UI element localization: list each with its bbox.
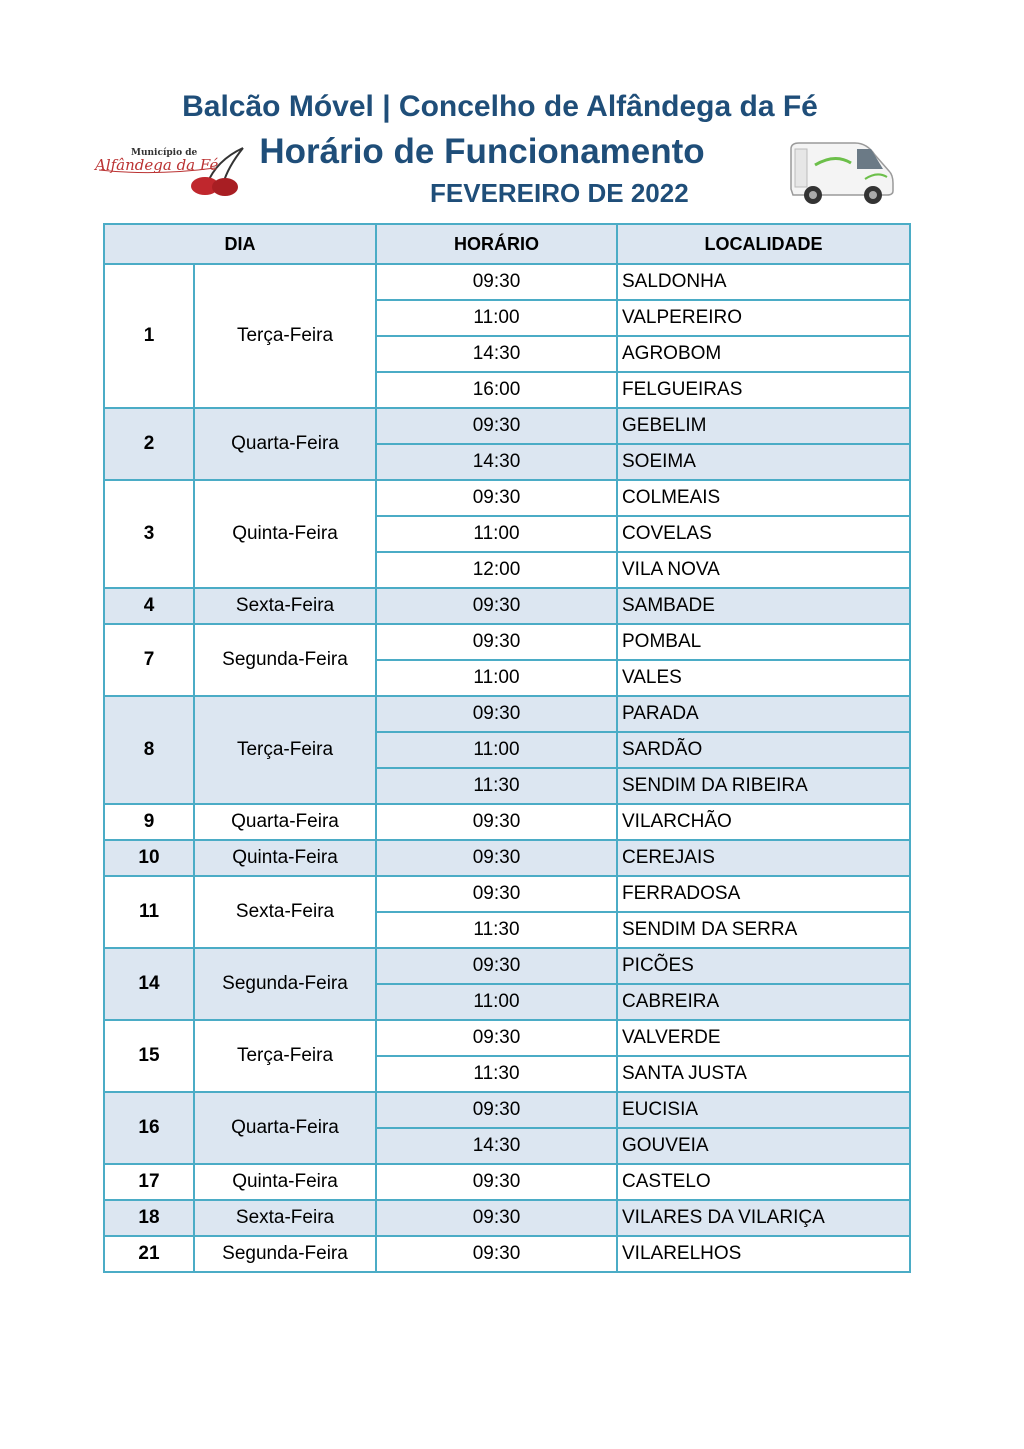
page-title: Balcão Móvel | Concelho de Alfândega da Fé [182,90,818,123]
stop-time: 11:30 [376,912,617,948]
logo-small-text: Município de [131,148,198,158]
table-row [104,408,910,444]
day-number: 10 [104,840,194,876]
stop-time: 09:30 [376,624,617,660]
day-number: 2 [104,408,194,480]
table-row [104,1164,910,1200]
stop-time: 09:30 [376,480,617,516]
stop-time: 11:00 [376,984,617,1020]
stop-place: VALVERDE [617,1020,910,1056]
stop-time: 09:30 [376,588,617,624]
stop-time: 09:30 [376,876,617,912]
stop-time: 11:00 [376,732,617,768]
schedule-table [103,223,911,1273]
stop-place: CABREIRA [617,984,910,1020]
stop-place: AGROBOM [617,336,910,372]
stop-place: FERRADOSA [617,876,910,912]
table-row [104,624,910,660]
table-row [104,264,910,300]
stop-time: 16:00 [376,372,617,408]
stop-place: SENDIM DA RIBEIRA [617,768,910,804]
weekday: Quinta-Feira [194,480,376,588]
weekday: Quarta-Feira [194,408,376,480]
table-row [104,804,910,840]
stop-time: 09:30 [376,804,617,840]
header-time: HORÁRIO [376,224,617,264]
stop-time: 09:30 [376,408,617,444]
stop-time: 12:00 [376,552,617,588]
day-number: 8 [104,696,194,804]
service-van-icon [785,135,897,209]
weekday: Terça-Feira [194,264,376,408]
day-number: 18 [104,1200,194,1236]
stop-place: SARDÃO [617,732,910,768]
weekday: Quarta-Feira [194,1092,376,1164]
stop-place: VALPEREIRO [617,300,910,336]
stop-time: 09:30 [376,1092,617,1128]
day-number: 9 [104,804,194,840]
stop-time: 11:00 [376,300,617,336]
stop-place: VILARCHÃO [617,804,910,840]
stop-place: SOEIMA [617,444,910,480]
table-row [104,1200,910,1236]
stop-time: 09:30 [376,264,617,300]
stop-place: GEBELIM [617,408,910,444]
stop-place: EUCISIA [617,1092,910,1128]
logo-script-text: Alfândega da Fé [95,156,219,174]
weekday: Segunda-Feira [194,624,376,696]
stop-place: COVELAS [617,516,910,552]
header-place: LOCALIDADE [617,224,910,264]
day-number: 1 [104,264,194,408]
stop-place: VILARELHOS [617,1236,910,1272]
stop-time: 09:30 [376,1200,617,1236]
stop-time: 11:30 [376,1056,617,1092]
day-number: 21 [104,1236,194,1272]
stop-place: CASTELO [617,1164,910,1200]
table-row [104,1092,910,1128]
day-number: 17 [104,1164,194,1200]
stop-time: 09:30 [376,1020,617,1056]
stop-place: SENDIM DA SERRA [617,912,910,948]
stop-place: PARADA [617,696,910,732]
stop-place: FELGUEIRAS [617,372,910,408]
stop-place: POMBAL [617,624,910,660]
weekday: Terça-Feira [194,1020,376,1092]
day-number: 16 [104,1092,194,1164]
weekday: Segunda-Feira [194,948,376,1020]
stop-place: VILA NOVA [617,552,910,588]
table-row [104,1020,910,1056]
stop-place: SANTA JUSTA [617,1056,910,1092]
stop-place: COLMEAIS [617,480,910,516]
stop-time: 09:30 [376,696,617,732]
weekday: Sexta-Feira [194,876,376,948]
stop-time: 11:00 [376,516,617,552]
day-number: 15 [104,1020,194,1092]
day-number: 7 [104,624,194,696]
weekday: Quinta-Feira [194,840,376,876]
page-month: FEVEREIRO DE 2022 [430,178,689,208]
day-number: 3 [104,480,194,588]
table-row [104,588,910,624]
day-number: 4 [104,588,194,624]
table-row [104,840,910,876]
stop-place: PICÕES [617,948,910,984]
stop-time: 09:30 [376,840,617,876]
table-row [104,948,910,984]
weekday: Sexta-Feira [194,1200,376,1236]
table-row [104,696,910,732]
stop-place: VILARES DA VILARIÇA [617,1200,910,1236]
stop-time: 09:30 [376,1164,617,1200]
table-header-row [104,224,910,264]
weekday: Quarta-Feira [194,804,376,840]
stop-place: SAMBADE [617,588,910,624]
stop-time: 14:30 [376,444,617,480]
weekday: Terça-Feira [194,696,376,804]
stop-place: VALES [617,660,910,696]
table-row [104,876,910,912]
weekday: Quinta-Feira [194,1164,376,1200]
stop-time: 11:00 [376,660,617,696]
weekday: Sexta-Feira [194,588,376,624]
stop-place: CEREJAIS [617,840,910,876]
stop-time: 09:30 [376,1236,617,1272]
stop-time: 09:30 [376,948,617,984]
page-subtitle: Horário de Funcionamento [259,132,705,171]
header-day: DIA [104,224,376,264]
stop-time: 11:30 [376,768,617,804]
stop-place: SALDONHA [617,264,910,300]
table-row [104,480,910,516]
weekday: Segunda-Feira [194,1236,376,1272]
table-row [104,1236,910,1272]
stop-place: GOUVEIA [617,1128,910,1164]
stop-time: 14:30 [376,336,617,372]
day-number: 11 [104,876,194,948]
stop-time: 14:30 [376,1128,617,1164]
day-number: 14 [104,948,194,1020]
